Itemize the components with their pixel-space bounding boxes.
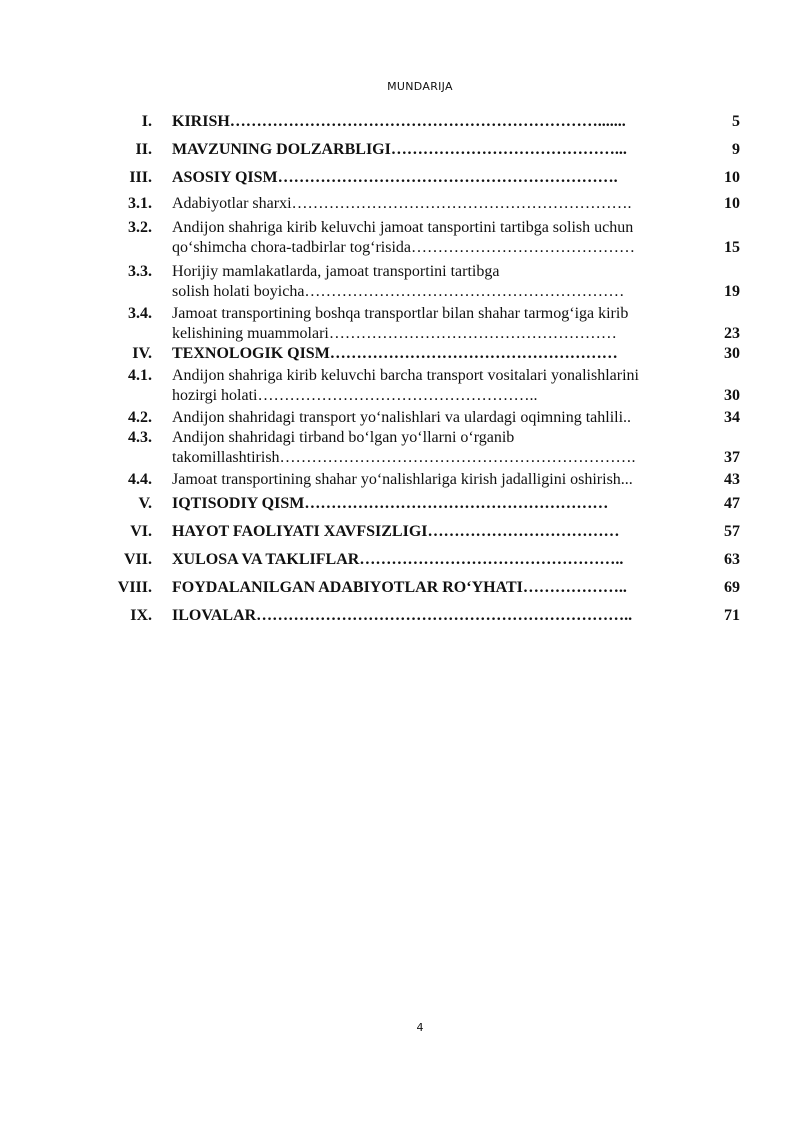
toc-entry[interactable] <box>100 522 745 550</box>
toc-entry-page: 30 <box>724 345 740 362</box>
toc-entry-title: Adabiyotlar sharxi………………………………………………………. <box>172 195 632 212</box>
toc-entry[interactable] <box>100 470 745 494</box>
toc-entry-number: 3.3. <box>128 263 152 280</box>
toc-entry-number: IV. <box>132 345 152 362</box>
toc-entry-title-continuation: takomillashtirish…………………………………………………………. <box>172 449 636 466</box>
toc-entry-title: Andijon shahriga kirib keluvchi barcha transport vositalari yonalishlarini <box>172 367 639 384</box>
toc-entry-number: II. <box>135 141 152 158</box>
toc-entry-title-continuation: hozirgi holati…………………………………………….. <box>172 387 538 404</box>
toc-entry-title: XULOSA VA TAKLIFLAR………………………………………….. <box>172 551 624 568</box>
toc-entry-title: Jamoat transportining boshqa transportlar bilan shahar tarmog‘iga kirib <box>172 305 629 322</box>
toc-entry[interactable] <box>100 606 745 630</box>
toc-entry-title-continuation: qo‘shimcha chora-tadbirlar tog‘risida…………………………………… <box>172 239 636 256</box>
toc-entry-title: ASOSIY QISM………………………………………………………. <box>172 169 618 186</box>
toc-entry-number: 3.2. <box>128 219 152 236</box>
toc-entry-title: Horijiy mamlakatlarda, jamoat transportini tartibga <box>172 263 500 280</box>
toc-entry-title: TEXNOLOGIK QISM……………………………………………… <box>172 345 618 362</box>
toc-entry-page: 15 <box>724 239 740 256</box>
toc-entry-number: 4.4. <box>128 471 152 488</box>
page-title: MUNDARIJA <box>387 80 453 93</box>
toc-entry-number: VI. <box>130 523 152 540</box>
toc-entry[interactable] <box>100 344 745 366</box>
toc-entry[interactable] <box>100 494 745 522</box>
toc-entry[interactable] <box>100 262 745 304</box>
toc-entry-number: VIII. <box>117 579 152 596</box>
toc-entry-title: HAYOT FAOLIYATI XAVFSIZLIGI……………………………… <box>172 523 620 540</box>
toc-entry-page: 10 <box>724 195 740 212</box>
toc-entry-number: 3.4. <box>128 305 152 322</box>
toc-entry-page: 71 <box>724 607 740 624</box>
toc-entry-page: 30 <box>724 387 740 404</box>
toc-entry[interactable] <box>100 168 745 194</box>
toc-entry-page: 10 <box>724 169 740 186</box>
toc-entry-page: 34 <box>724 409 740 426</box>
toc-entry[interactable] <box>100 550 745 578</box>
toc-entry[interactable] <box>100 194 745 218</box>
toc-entry-title: FOYDALANILGAN ADABIYOTLAR RO‘YHATI……………….. <box>172 579 627 596</box>
toc-entry-title: Andijon shahridagi transport yo‘nalishlari va ulardagi oqimning tahlili.. <box>172 409 632 426</box>
table-of-contents <box>100 112 745 630</box>
toc-entry[interactable] <box>100 140 745 168</box>
toc-entry-number: 4.1. <box>128 367 152 384</box>
toc-entry-number: VII. <box>123 551 152 568</box>
toc-entry-number: 4.2. <box>128 409 152 426</box>
toc-entry-title: ILOVALAR…………………………………………………………….. <box>172 607 633 624</box>
toc-entry-page: 43 <box>724 471 740 488</box>
toc-entry-page: 23 <box>724 325 740 342</box>
toc-entry-number: I. <box>141 113 152 130</box>
toc-entry-title-continuation: kelishining muammolari……………………………………………… <box>172 325 617 342</box>
toc-entry-title: Andijon shahriga kirib keluvchi jamoat tansportini tartibga solish uchun <box>172 219 634 236</box>
toc-entry-number: 3.1. <box>128 195 152 212</box>
toc-entry-title: KIRISH……………………………………………………………....... <box>172 113 626 130</box>
toc-entry-page: 63 <box>724 551 740 568</box>
toc-entry-page: 69 <box>724 579 740 596</box>
toc-entry-title-continuation: solish holati boyicha…………………………………………………… <box>172 283 625 300</box>
toc-entry-page: 9 <box>732 141 740 158</box>
toc-entry-page: 57 <box>724 523 740 540</box>
toc-entry-number: III. <box>129 169 152 186</box>
toc-entry[interactable] <box>100 578 745 606</box>
toc-entry[interactable] <box>100 428 745 470</box>
toc-entry[interactable] <box>100 304 745 344</box>
toc-entry-title: IQTISODIY QISM………………………………………………… <box>172 495 609 512</box>
toc-entry-title: MAVZUNING DOLZARBLIGI……………………………………... <box>172 141 627 158</box>
toc-entry-number: 4.3. <box>128 429 152 446</box>
toc-entry-page: 5 <box>732 113 740 130</box>
toc-entry[interactable] <box>100 112 745 140</box>
toc-entry[interactable] <box>100 218 745 262</box>
toc-entry-number: V. <box>138 495 152 512</box>
toc-entry-page: 19 <box>724 283 740 300</box>
toc-entry[interactable] <box>100 408 745 428</box>
toc-entry-title: Andijon shahridagi tirband bo‘lgan yo‘llarni o‘rganib <box>172 429 515 446</box>
toc-entry[interactable] <box>100 366 745 408</box>
toc-entry-page: 47 <box>724 495 740 512</box>
page-number: 4 <box>416 1021 424 1034</box>
toc-entry-number: IX. <box>130 607 152 624</box>
toc-entry-page: 37 <box>724 449 740 466</box>
toc-entry-title: Jamoat transportining shahar yo‘nalishlariga kirish jadalligini oshirish... <box>172 471 633 488</box>
